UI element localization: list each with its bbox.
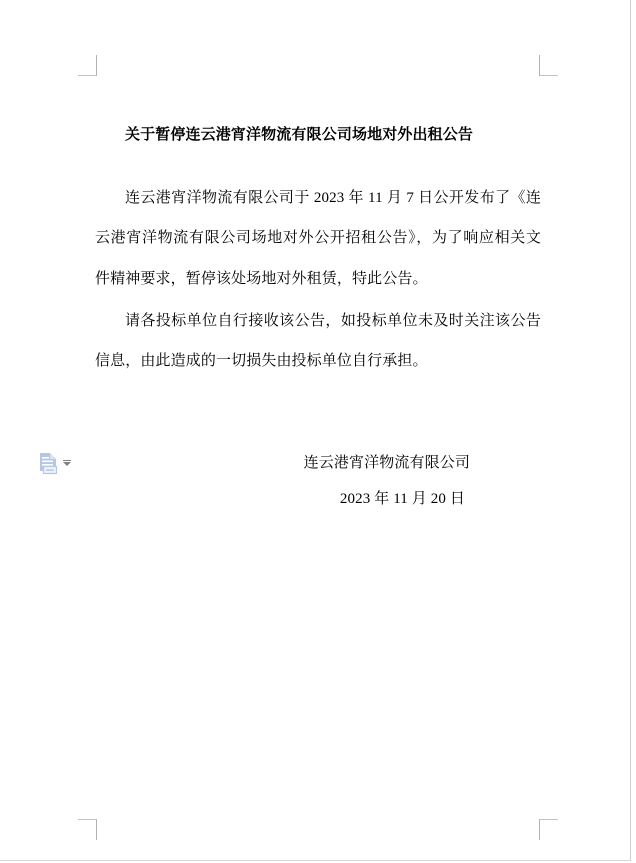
signature-company: 连云港宵洋物流有限公司 [303,455,470,471]
paste-options-button[interactable] [39,452,73,476]
signature-date: 2023 年 11 月 20 日 [339,491,465,507]
crop-mark-bottom-left [78,819,97,840]
document-title: 关于暂停连云港宵洋物流有限公司场地对外出租公告 [125,127,473,143]
page-edge-bottom [0,860,631,861]
crop-mark-bottom-right [539,819,558,840]
paragraph-1: 连云港宵洋物流有限公司于 2023 年 11 月 7 日公开发布了《连云港宵洋物流有限公司场地对外公开招租公告》，为了响应相关文件精神要求，暂停该处场地对外租赁，特此公告。 [95,190,541,287]
crop-mark-top-right [539,55,558,76]
chevron-down-icon[interactable] [63,462,71,466]
paste-options-icon [39,453,58,475]
page-edge-right [630,0,631,861]
paragraph-2: 请各投标单位自行接收该公告，如投标单位未及时关注该公告信息，由此造成的一切损失由投标单位自行承担。 [95,313,541,370]
crop-mark-top-left [78,55,97,76]
